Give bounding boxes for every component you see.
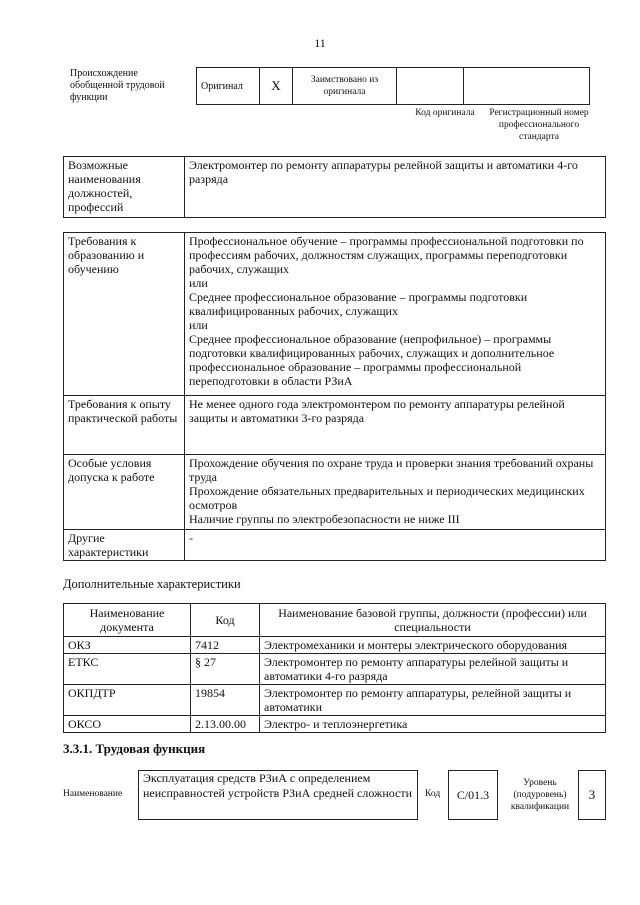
header-code: Код xyxy=(191,604,260,637)
requirements-table xyxy=(63,232,606,561)
requirement-value xyxy=(185,530,606,561)
origin-label: Происхождение обобщенной трудовой функции xyxy=(70,68,165,103)
requirements-row xyxy=(64,233,606,396)
row-document: ОКСО xyxy=(64,716,191,733)
requirement-line: Наличие группы по электробезопасности не ниже III xyxy=(189,512,460,526)
position-names-table xyxy=(63,156,606,218)
row-code: 2.13.00.00 xyxy=(191,716,260,733)
requirement-label: Особые условия допуска к работе xyxy=(64,455,185,530)
requirement-value xyxy=(185,396,606,455)
table-row xyxy=(64,654,606,685)
labor-function-title: 3.3.1. Трудовая функция xyxy=(63,741,206,756)
origin-code-cell xyxy=(397,68,464,105)
requirement-line: Среднее профессиональное образование – программы подготовки квалифицированных рабочих, служащих xyxy=(189,290,528,318)
function-name-value: Эксплуатация средств РЗиА с определением неисправностей устройств РЗиА средней сложности xyxy=(138,770,418,820)
requirement-line: или xyxy=(189,318,208,332)
requirement-label: Другие характеристики xyxy=(64,530,185,561)
table-row xyxy=(64,685,606,716)
row-name: Электромонтер по ремонту аппаратуры релейной защиты и автоматики 4-го разряда xyxy=(260,654,606,685)
row-code: § 27 xyxy=(191,654,260,685)
row-code: 19854 xyxy=(191,685,260,716)
requirements-row xyxy=(64,455,606,530)
additional-header-row xyxy=(64,604,606,637)
function-name-label: Наименование xyxy=(63,789,123,799)
requirements-row xyxy=(64,530,606,561)
function-code-value: C/01.3 xyxy=(448,770,498,820)
code-original-caption: Код оригинала xyxy=(415,108,475,118)
page-number: 11 xyxy=(314,36,326,50)
additional-table xyxy=(63,603,606,733)
requirement-line: Профессиональное обучение – программы профессиональной подготовки по профессиям рабочих, должностям служащих, программы переподготовки рабочих, служащих xyxy=(189,234,584,276)
origin-reg-cell xyxy=(464,68,590,105)
row-code: 7412 xyxy=(191,637,260,654)
header-document: Наименование документа xyxy=(64,604,191,637)
additional-title: Дополнительные характеристики xyxy=(63,577,241,591)
row-name: Электромеханики и монтеры электрического оборудования xyxy=(260,637,606,654)
origin-borrowed: Заимствовано из оригинала xyxy=(293,68,397,105)
function-code-label: Код xyxy=(425,789,441,799)
requirement-label: Требования к образованию и обучению xyxy=(64,233,185,396)
origin-mark: X xyxy=(260,68,293,105)
row-document: ОКЗ xyxy=(64,637,191,654)
position-names-value: Электромонтер по ремонту аппаратуры релейной защиты и автоматики 4-го разряда xyxy=(185,157,606,218)
row-document: ЕТКС xyxy=(64,654,191,685)
requirement-line: Не менее одного года электромонтером по ремонту аппаратуры релейной защиты и автоматики 3-го разряда xyxy=(189,397,565,425)
table-row xyxy=(64,637,606,654)
requirement-line: Прохождение обучения по охране труда и проверки знания требований охраны труда xyxy=(189,456,594,484)
position-names-label: Возможные наименования должностей, профессий xyxy=(64,157,185,218)
qualification-level-value: 3 xyxy=(578,770,606,820)
row-document: ОКПДТР xyxy=(64,685,191,716)
requirement-value xyxy=(185,455,606,530)
requirement-line: или xyxy=(189,276,208,290)
reg-number-caption: Регистрационный номер профессионального стандарта xyxy=(489,108,589,142)
table-row xyxy=(64,716,606,733)
requirement-line: Среднее профессиональное образование (непрофильное) – программы подготовки квалифицированных рабочих, служащих и дополнительное профессиональное образование – программы профессиональной переподготовки в области РЗиА xyxy=(189,332,555,388)
qualification-level-label: Уровень (подуровень) квалификации xyxy=(510,778,570,812)
row-name: Электро- и теплоэнергетика xyxy=(260,716,606,733)
requirements-row xyxy=(64,396,606,455)
requirement-line: Прохождение обязательных предварительных и периодических медицинских осмотров xyxy=(189,484,585,512)
requirement-line: - xyxy=(189,531,193,545)
header-name: Наименование базовой группы, должности (профессии) или специальности xyxy=(260,604,606,637)
origin-original: Оригинал xyxy=(197,68,260,105)
requirement-value xyxy=(185,233,606,396)
requirement-label: Требования к опыту практической работы xyxy=(64,396,185,455)
origin-table xyxy=(196,67,590,105)
row-name: Электромонтер по ремонту аппаратуры, релейной защиты и автоматики xyxy=(260,685,606,716)
